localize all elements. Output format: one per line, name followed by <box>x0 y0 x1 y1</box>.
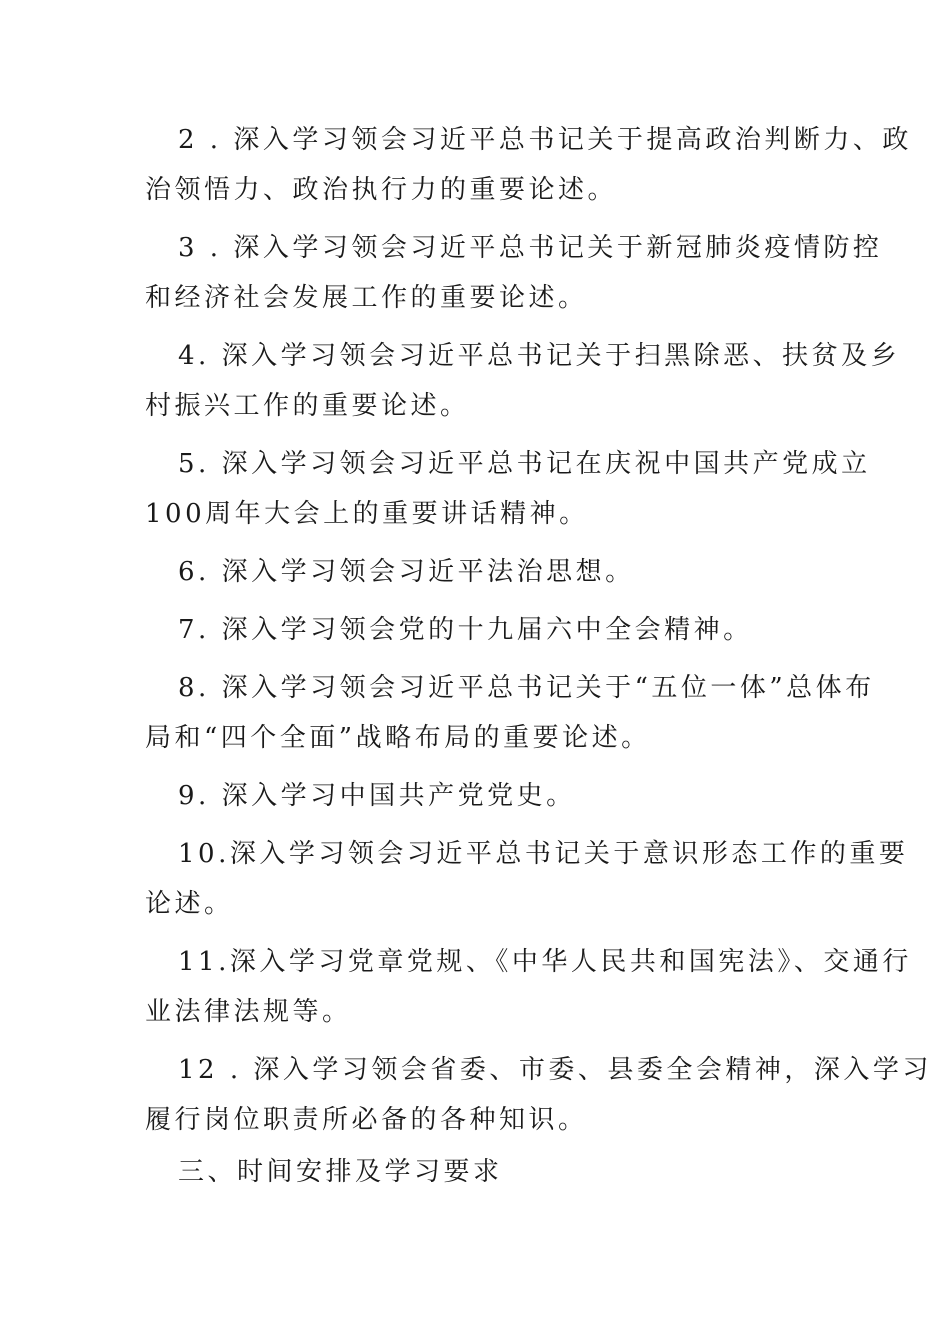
list-item-3-line-1: 3 . 深入学习领会习近平总书记关于新冠肺炎疫情防控 <box>178 233 883 263</box>
list-item-5-line-1: 5. 深入学习领会习近平总书记在庆祝中国共产党成立 <box>178 449 871 479</box>
list-item-8-line-2: 局和“四个全面”战略布局的重要论述。 <box>145 723 651 753</box>
section-heading: 三、时间安排及学习要求 <box>178 1157 503 1187</box>
list-item-5-line-2: 100周年大会上的重要讲话精神。 <box>145 499 589 529</box>
list-item-10-line-1: 10.深入学习领会习近平总书记关于意识形态工作的重要 <box>178 839 909 869</box>
list-item-11-line-1: 11.深入学习党章党规、《中华人民共和国宪法》、交通行 <box>178 947 912 977</box>
list-item-3-line-2: 和经济社会发展工作的重要论述。 <box>145 283 588 313</box>
list-item-12-line-2: 履行岗位职责所必备的各种知识。 <box>145 1105 588 1135</box>
list-item-7: 7. 深入学习领会党的十九届六中全会精神。 <box>178 615 753 645</box>
list-item-12-line-1: 12 . 深入学习领会省委、市委、县委全会精神，深入学习 <box>178 1055 932 1085</box>
list-item-4-line-1: 4. 深入学习领会习近平总书记关于扫黑除恶、扶贫及乡 <box>178 341 901 371</box>
list-item-8-line-1: 8. 深入学习领会习近平总书记关于“五位一体”总体布 <box>178 673 875 703</box>
list-item-4-line-2: 村振兴工作的重要论述。 <box>145 391 470 421</box>
list-item-2-line-2: 治领悟力、政治执行力的重要论述。 <box>145 175 618 205</box>
list-item-6: 6. 深入学习领会习近平法治思想。 <box>178 557 635 587</box>
list-item-9: 9. 深入学习中国共产党党史。 <box>178 781 576 811</box>
list-item-10-line-2: 论述。 <box>145 889 234 919</box>
list-item-11-line-2: 业法律法规等。 <box>145 997 352 1027</box>
list-item-2-line-1: 2 . 深入学习领会习近平总书记关于提高政治判断力、政 <box>178 125 912 155</box>
